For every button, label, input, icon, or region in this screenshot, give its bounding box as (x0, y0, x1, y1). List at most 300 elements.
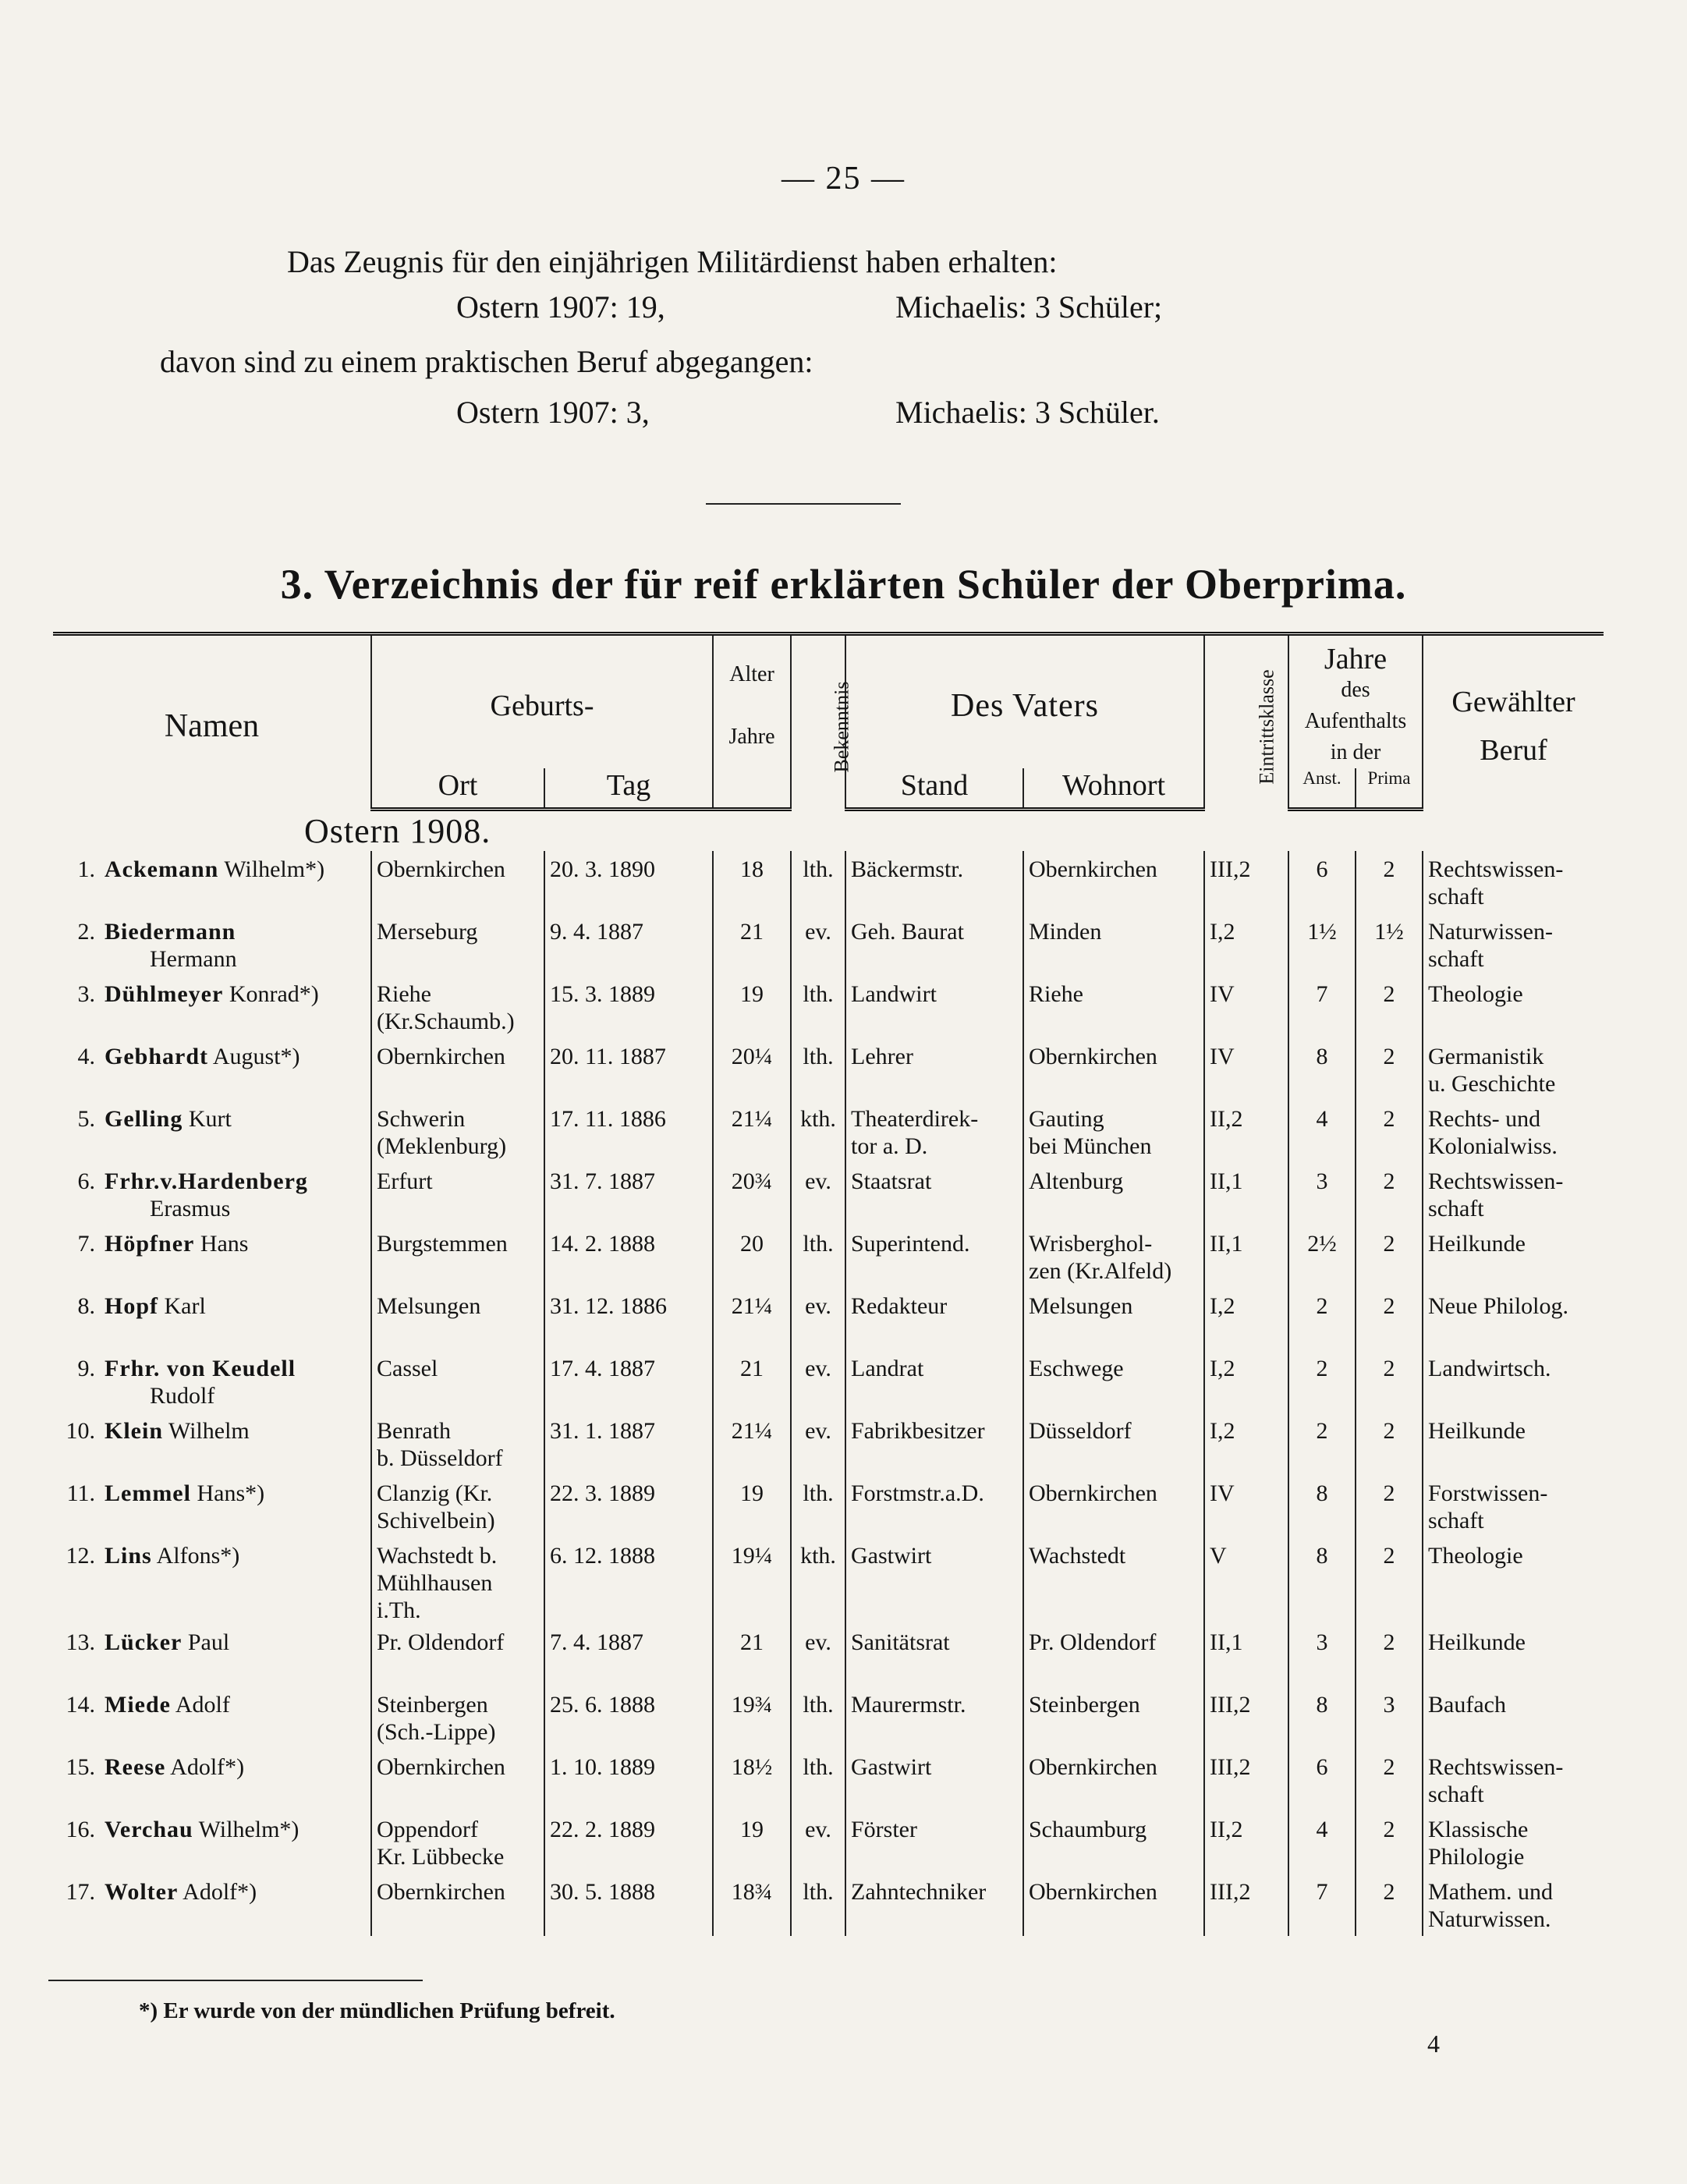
years-prima: 2 (1383, 1044, 1395, 1069)
cell-beruf (1423, 1350, 1604, 1413)
surname: Lins (105, 1543, 152, 1569)
father-residence: Riehe (1029, 981, 1083, 1007)
years-institution: 3 (1316, 1629, 1328, 1655)
cell-tag (544, 1686, 713, 1749)
header-anst: Anst. (1288, 768, 1356, 810)
cell-anst (1288, 913, 1356, 976)
father-occupation: Gastwirt (851, 1543, 932, 1569)
header-des-word: des (1341, 678, 1370, 702)
cell-anst (1288, 1874, 1356, 1936)
cell-klasse (1204, 1749, 1288, 1811)
age: 21¼ (731, 1418, 773, 1444)
entry-class: I,2 (1210, 1356, 1235, 1381)
father-residence: Pr. Oldendorf (1029, 1629, 1157, 1655)
cell-alter (713, 1163, 791, 1225)
father-residence: Schaumburg (1029, 1817, 1147, 1842)
header-stand: Stand (845, 768, 1023, 810)
cell-ort (371, 1749, 544, 1811)
cell-prima (1356, 1686, 1423, 1749)
entry-class: II,1 (1210, 1168, 1243, 1194)
chosen-profession-2: u. Geschichte (1428, 1071, 1556, 1097)
father-residence: Obernkirchen (1029, 856, 1157, 882)
chosen-profession: Heilkunde (1428, 1629, 1526, 1655)
cell-bekenntnis (791, 1686, 845, 1749)
birth-place: Erfurt (377, 1168, 433, 1194)
father-residence: Obernkirchen (1029, 1754, 1157, 1780)
cell-beruf (1423, 851, 1604, 913)
cell-prima (1356, 1101, 1423, 1163)
cell-bekenntnis (791, 1749, 845, 1811)
confession: ev. (805, 1629, 831, 1655)
cell-wohnort (1023, 1624, 1204, 1686)
years-prima: 2 (1383, 856, 1395, 882)
section-title: 3. Verzeichnis der für reif erklärten Schüler der Oberprima. (280, 561, 1407, 608)
years-institution: 2 (1316, 1356, 1328, 1381)
confession: lth. (803, 1044, 834, 1069)
entry-class: I,2 (1210, 1418, 1235, 1444)
separator-rule (706, 503, 901, 505)
surname: Wolter (105, 1879, 179, 1905)
birth-place-2: Schivelbein) (377, 1508, 495, 1533)
entry-class: III,2 (1210, 1692, 1251, 1718)
cell-stand (845, 976, 1023, 1038)
entry-class: III,2 (1210, 856, 1251, 882)
cell-name (53, 851, 371, 913)
row-number: 11. (66, 1480, 95, 1506)
cell-ort (371, 913, 544, 976)
cell-name (53, 1686, 371, 1749)
header-beruf (1423, 634, 1604, 810)
cell-ort (371, 1811, 544, 1874)
entry-class: III,2 (1210, 1754, 1251, 1780)
cell-alter (713, 1537, 791, 1624)
age: 21¼ (731, 1106, 773, 1132)
birth-date: 31. 7. 1887 (550, 1168, 655, 1194)
given-name: Wilhelm*) (224, 856, 325, 882)
age: 19 (740, 981, 764, 1007)
cell-name (53, 1475, 371, 1537)
group-label: Ostern 1908. (304, 812, 491, 850)
entry-class: V (1210, 1543, 1227, 1569)
birth-place: Riehe (377, 981, 431, 1007)
confession: kth. (800, 1543, 836, 1569)
father-occupation-2: tor a. D. (851, 1133, 928, 1159)
father-occupation: Geh. Baurat (851, 919, 964, 945)
surname: Gebhardt (105, 1044, 209, 1069)
row-number: 8. (77, 1293, 95, 1319)
footnote: *) Er wurde von der mündlichen Prüfung befreit. (139, 1998, 615, 2023)
cell-bekenntnis (791, 1874, 845, 1936)
birth-date: 1. 10. 1889 (550, 1754, 655, 1780)
father-occupation: Fabrikbesitzer (851, 1418, 985, 1444)
years-institution: 8 (1316, 1044, 1328, 1069)
years-institution: 7 (1316, 981, 1328, 1007)
years-prima: 2 (1383, 1629, 1395, 1655)
cell-wohnort (1023, 1874, 1204, 1936)
cell-beruf (1423, 1163, 1604, 1225)
intro-line-1: Das Zeugnis für den einjährigen Militärdienst haben erhalten: (287, 244, 1058, 279)
cell-name (53, 1811, 371, 1874)
cell-prima (1356, 1225, 1423, 1288)
header-namen: Namen (53, 634, 371, 810)
table-body (53, 810, 1604, 1937)
birth-date: 20. 11. 1887 (550, 1044, 666, 1069)
header-jahre-word: Jahre (1324, 643, 1388, 675)
cell-klasse (1204, 1101, 1288, 1163)
cell-beruf (1423, 1413, 1604, 1475)
age: 20¼ (731, 1044, 773, 1069)
surname: Verchau (105, 1817, 193, 1842)
cell-prima (1356, 1350, 1423, 1413)
father-occupation: Maurermstr. (851, 1692, 966, 1718)
row-number: 7. (77, 1231, 95, 1257)
cell-stand (845, 1101, 1023, 1163)
entry-class: IV (1210, 1480, 1235, 1506)
cell-wohnort (1023, 1686, 1204, 1749)
cell-name (53, 1288, 371, 1350)
cell-bekenntnis (791, 1811, 845, 1874)
chosen-profession: Rechtswissen- (1428, 856, 1564, 882)
cell-bekenntnis (791, 1101, 845, 1163)
given-name-2: Rudolf (150, 1383, 215, 1409)
cell-prima (1356, 1038, 1423, 1101)
chosen-profession-2: Naturwissen. (1428, 1906, 1551, 1932)
father-residence: Minden (1029, 919, 1102, 945)
father-residence: Obernkirchen (1029, 1480, 1157, 1506)
cell-klasse (1204, 1811, 1288, 1874)
chosen-profession: Mathem. und (1428, 1879, 1553, 1905)
cell-anst (1288, 976, 1356, 1038)
birth-place: Pr. Oldendorf (377, 1629, 505, 1655)
cell-prima (1356, 1413, 1423, 1475)
surname: Ackemann (105, 856, 219, 882)
cell-name (53, 1749, 371, 1811)
cell-klasse (1204, 1163, 1288, 1225)
given-name: Konrad*) (229, 981, 319, 1007)
row-number: 14. (66, 1692, 95, 1718)
years-institution: 4 (1316, 1106, 1328, 1132)
confession: lth. (803, 856, 834, 882)
row-number: 16. (66, 1817, 95, 1842)
birth-date: 25. 6. 1888 (550, 1692, 655, 1718)
cell-stand (845, 1163, 1023, 1225)
birth-date: 7. 4. 1887 (550, 1629, 643, 1655)
years-prima: 2 (1383, 1231, 1395, 1257)
cell-klasse (1204, 913, 1288, 976)
confession: ev. (805, 919, 831, 945)
cell-bekenntnis (791, 851, 845, 913)
birth-place: Steinbergen (377, 1692, 488, 1718)
page-number: — 25 — (781, 161, 906, 197)
given-name: Alfons*) (156, 1543, 240, 1569)
table-row (53, 1101, 1604, 1163)
confession: ev. (805, 1418, 831, 1444)
cell-anst (1288, 1101, 1356, 1163)
cell-tag (544, 1225, 713, 1288)
age: 20 (740, 1231, 764, 1257)
cell-name (53, 1163, 371, 1225)
intro-line-4-left: Ostern 1907: 3, (456, 395, 650, 430)
entry-class: II,2 (1210, 1817, 1243, 1842)
birth-date: 14. 2. 1888 (550, 1231, 655, 1257)
birth-place-2: Mühlhausen i.Th. (377, 1570, 493, 1623)
entry-class: II,1 (1210, 1629, 1243, 1655)
cell-bekenntnis (791, 1624, 845, 1686)
cell-anst (1288, 1038, 1356, 1101)
cell-bekenntnis (791, 1413, 845, 1475)
cell-ort (371, 1225, 544, 1288)
entry-class: II,2 (1210, 1106, 1243, 1132)
entry-class: IV (1210, 1044, 1235, 1069)
surname: Miede (105, 1692, 171, 1718)
cell-beruf (1423, 1475, 1604, 1537)
cell-ort (371, 1537, 544, 1624)
given-name: Hans*) (197, 1480, 265, 1506)
chosen-profession: Rechtswissen- (1428, 1168, 1564, 1194)
row-number: 2. (77, 919, 95, 945)
birth-date: 30. 5. 1888 (550, 1879, 655, 1905)
chosen-profession: Neue Philolog. (1428, 1293, 1569, 1319)
cell-ort (371, 851, 544, 913)
chosen-profession: Theologie (1428, 1543, 1523, 1569)
header-eintrittsklasse (1204, 634, 1288, 810)
cell-klasse (1204, 1624, 1288, 1686)
birth-place: Oppendorf (377, 1817, 478, 1842)
chosen-profession-2: Kolonialwiss. (1428, 1133, 1558, 1159)
birth-place: Schwerin (377, 1106, 466, 1132)
header-eintrittsklasse-label: Eintrittsklasse (1255, 669, 1278, 785)
cell-stand (845, 1038, 1023, 1101)
confession: kth. (800, 1106, 836, 1132)
cell-bekenntnis (791, 1225, 845, 1288)
cell-alter (713, 1350, 791, 1413)
given-name: Adolf (175, 1692, 230, 1718)
cell-beruf (1423, 913, 1604, 976)
row-number: 1. (77, 856, 95, 882)
birth-place-2: (Sch.-Lippe) (377, 1719, 496, 1745)
cell-stand (845, 1288, 1023, 1350)
cell-anst (1288, 1350, 1356, 1413)
age: 19¼ (731, 1543, 773, 1569)
table-row (53, 1038, 1604, 1101)
table-row (53, 1537, 1604, 1624)
header-jahre-label: Jahre (728, 725, 775, 749)
age: 18¾ (731, 1879, 773, 1905)
cell-prima (1356, 976, 1423, 1038)
cell-ort (371, 1101, 544, 1163)
years-institution: 3 (1316, 1168, 1328, 1194)
birth-date: 9. 4. 1887 (550, 919, 643, 945)
father-residence: Düsseldorf (1029, 1418, 1132, 1444)
cell-anst (1288, 1686, 1356, 1749)
father-occupation: Superintend. (851, 1231, 970, 1257)
cell-stand (845, 1811, 1023, 1874)
cell-beruf (1423, 1686, 1604, 1749)
father-residence: Eschwege (1029, 1356, 1124, 1381)
cell-klasse (1204, 976, 1288, 1038)
cell-tag (544, 1624, 713, 1686)
cell-beruf (1423, 1288, 1604, 1350)
cell-wohnort (1023, 1163, 1204, 1225)
confession: lth. (803, 1879, 834, 1905)
years-prima: 2 (1383, 1293, 1395, 1319)
cell-wohnort (1023, 1811, 1204, 1874)
entry-class: I,2 (1210, 919, 1235, 945)
birth-place: Merseburg (377, 919, 478, 945)
cell-stand (845, 1537, 1023, 1624)
surname: Höpfner (105, 1231, 195, 1257)
chosen-profession: Rechts- und (1428, 1106, 1541, 1132)
table-row (53, 1163, 1604, 1225)
father-occupation: Landrat (851, 1356, 924, 1381)
cell-name (53, 1225, 371, 1288)
cell-prima (1356, 1475, 1423, 1537)
cell-beruf (1423, 1624, 1604, 1686)
years-institution: 4 (1316, 1817, 1328, 1842)
cell-klasse (1204, 1038, 1288, 1101)
years-prima: 2 (1383, 1543, 1395, 1569)
sheet-signature: 4 (1427, 2030, 1440, 2058)
header-alter (713, 634, 791, 769)
years-prima: 2 (1383, 981, 1395, 1007)
header-beruf-word: Beruf (1480, 734, 1547, 768)
age: 19¾ (731, 1692, 773, 1718)
birth-date: 15. 3. 1889 (550, 981, 655, 1007)
chosen-profession-2: Philologie (1428, 1844, 1525, 1870)
birth-date: 20. 3. 1890 (550, 856, 655, 882)
cell-name (53, 1101, 371, 1163)
given-name: August*) (212, 1044, 300, 1069)
confession: ev. (805, 1356, 831, 1381)
age: 20¾ (731, 1168, 773, 1194)
father-residence-2: zen (Kr.Alfeld) (1029, 1258, 1172, 1284)
footnote-rule (48, 1980, 423, 1981)
cell-wohnort (1023, 1537, 1204, 1624)
given-name: Karl (164, 1293, 206, 1319)
cell-wohnort (1023, 1225, 1204, 1288)
father-residence: Obernkirchen (1029, 1879, 1157, 1905)
cell-stand (845, 1225, 1023, 1288)
years-institution: 8 (1316, 1543, 1328, 1569)
cell-ort (371, 1624, 544, 1686)
father-occupation: Staatsrat (851, 1168, 932, 1194)
cell-beruf (1423, 1038, 1604, 1101)
years-prima: 2 (1383, 1418, 1395, 1444)
cell-anst (1288, 1624, 1356, 1686)
chosen-profession: Forstwissen- (1428, 1480, 1548, 1506)
cell-beruf (1423, 1537, 1604, 1624)
cell-tag (544, 1038, 713, 1101)
surname: Klein (105, 1418, 164, 1444)
cell-anst (1288, 1288, 1356, 1350)
birth-place: Obernkirchen (377, 1754, 505, 1780)
table-row (53, 1624, 1604, 1686)
table-row (53, 913, 1604, 976)
row-number: 9. (77, 1356, 95, 1381)
cell-anst (1288, 1749, 1356, 1811)
cell-bekenntnis (791, 913, 845, 976)
father-occupation: Förster (851, 1817, 917, 1842)
chosen-profession-2: schaft (1428, 1196, 1484, 1221)
cell-stand (845, 1874, 1023, 1936)
confession: ev. (805, 1817, 831, 1842)
cell-stand (845, 851, 1023, 913)
cell-bekenntnis (791, 976, 845, 1038)
birth-place-2: (Meklenburg) (377, 1133, 507, 1159)
birth-date: 31. 12. 1886 (550, 1293, 667, 1319)
table-row (53, 1749, 1604, 1811)
cell-ort (371, 1874, 544, 1936)
birth-date: 31. 1. 1887 (550, 1418, 655, 1444)
cell-tag (544, 1537, 713, 1624)
given-name: Hans (200, 1231, 249, 1257)
chosen-profession-2: schaft (1428, 1508, 1484, 1533)
cell-wohnort (1023, 1350, 1204, 1413)
header-in-der-word: in der (1330, 740, 1381, 764)
years-prima: 2 (1383, 1879, 1395, 1905)
row-number: 5. (77, 1106, 95, 1132)
cell-tag (544, 976, 713, 1038)
header-bekenntnis (791, 634, 853, 810)
cell-wohnort (1023, 1749, 1204, 1811)
father-residence: Melsungen (1029, 1293, 1133, 1319)
cell-stand (845, 1686, 1023, 1749)
cell-prima (1356, 1749, 1423, 1811)
cell-anst (1288, 851, 1356, 913)
years-institution: 2 (1316, 1293, 1328, 1319)
table-row (53, 1350, 1604, 1413)
header-aufenthalts-word: Aufenthalts (1304, 709, 1407, 733)
header-alter-label: Alter (729, 662, 774, 686)
years-prima: 2 (1383, 1168, 1395, 1194)
cell-wohnort (1023, 913, 1204, 976)
birth-place: Burgstemmen (377, 1231, 508, 1257)
cell-anst (1288, 1163, 1356, 1225)
table-row (53, 976, 1604, 1038)
cell-wohnort (1023, 851, 1204, 913)
cell-name (53, 1413, 371, 1475)
cell-bekenntnis (791, 1350, 845, 1413)
chosen-profession: Baufach (1428, 1692, 1506, 1718)
cell-alter (713, 976, 791, 1038)
chosen-profession-2: schaft (1428, 1782, 1484, 1807)
cell-name (53, 1537, 371, 1624)
cell-tag (544, 1811, 713, 1874)
confession: ev. (805, 1168, 831, 1194)
birth-date: 17. 11. 1886 (550, 1106, 666, 1132)
header-bekenntnis-label: Bekenntnis (830, 681, 853, 773)
age: 18 (740, 856, 764, 882)
years-prima: 3 (1383, 1692, 1395, 1718)
confession: ev. (805, 1293, 831, 1319)
cell-prima (1356, 913, 1423, 976)
cell-alter (713, 1749, 791, 1811)
surname: Gelling (105, 1106, 183, 1132)
given-name: Adolf*) (183, 1879, 257, 1905)
cell-tag (544, 1163, 713, 1225)
cell-wohnort (1023, 1413, 1204, 1475)
cell-klasse (1204, 851, 1288, 913)
age: 18½ (731, 1754, 773, 1780)
cell-tag (544, 1413, 713, 1475)
years-institution: 7 (1316, 1879, 1328, 1905)
father-occupation: Zahntechniker (851, 1879, 987, 1905)
father-residence: Obernkirchen (1029, 1044, 1157, 1069)
cell-tag (544, 1475, 713, 1537)
cell-beruf (1423, 1811, 1604, 1874)
cell-ort (371, 1686, 544, 1749)
cell-alter (713, 1624, 791, 1686)
